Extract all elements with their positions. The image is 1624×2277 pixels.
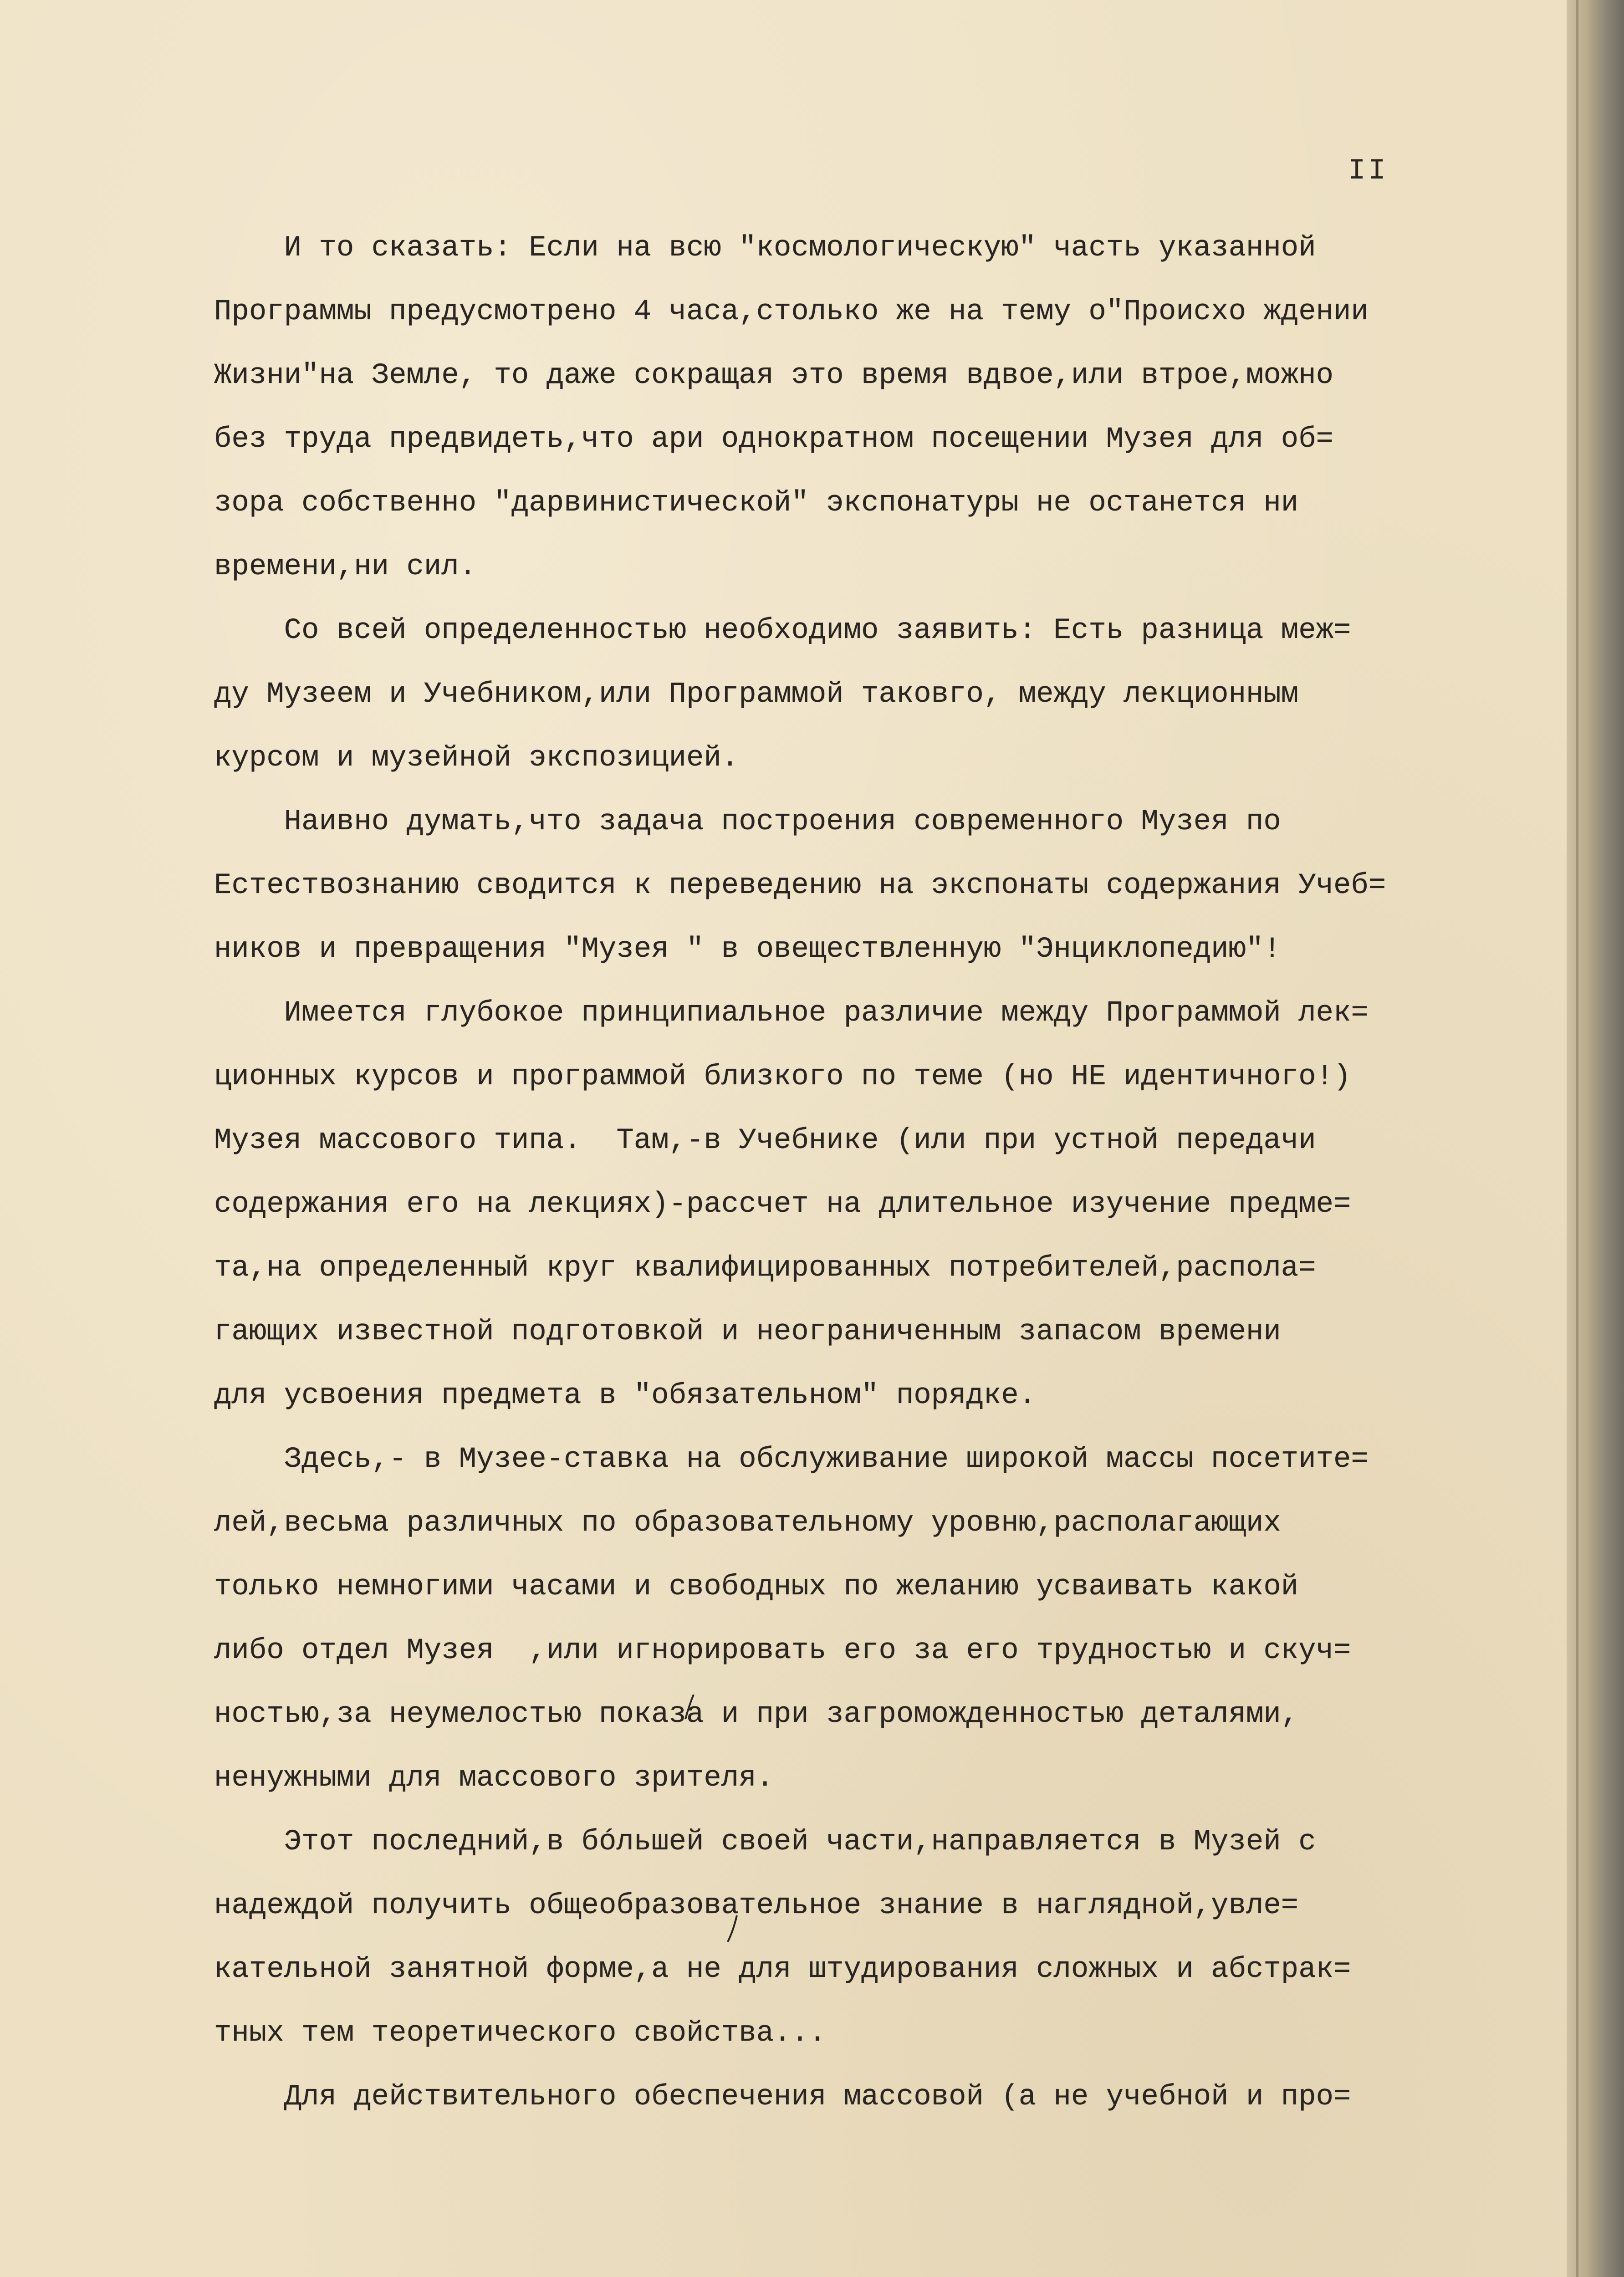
text-line: тных тем теоретического свойства... <box>214 2017 827 2050</box>
paper-edge <box>1567 0 1624 2277</box>
text-line: ненужными для массового зрителя. <box>214 1762 774 1795</box>
text-line: Музея массового типа. Там,-в Учебнике (или при устной передачи <box>214 1124 1316 1157</box>
text-line: Наивно думать,что задача построения современного Музея по <box>214 806 1281 838</box>
text-line: курсом и музейной экспозицией. <box>214 742 739 775</box>
pen-mark-comma <box>724 1913 742 1945</box>
text-line: Жизни"на Земле, то даже сокращая это время вдвое,или втрое,можно <box>214 359 1333 392</box>
text-line: та,на определенный круг квалифицированных потребителей,распола= <box>214 1252 1316 1285</box>
text-line: времени,ни сил. <box>214 551 477 583</box>
text-line: ностью,за неумелостью показа и при загроможденностью деталями, <box>214 1698 1299 1731</box>
text-line: только немногими часами и свободных по желанию усваивать какой <box>214 1571 1299 1603</box>
text-line: надеждой получить общеобразовательное знание в наглядной,увле= <box>214 1889 1299 1922</box>
text-line: ников и превращения "Музея " в овеществленную "Энциклопедию"! <box>214 933 1281 966</box>
text-line: без труда предвидеть,что ари однократном посещении Музея для об= <box>214 423 1333 456</box>
text-line: Здесь,- в Музее-ставка на обслуживание широкой массы посетите= <box>214 1443 1369 1476</box>
text-line: ционных курсов и программой близкого по теме (но НЕ идентичного!) <box>214 1061 1351 1093</box>
text-line: содержания его на лекциях)-рассчет на длительное изучение предме= <box>214 1188 1351 1221</box>
text-line: Имеется глубокое принципиальное различие между Программой лек= <box>214 997 1369 1030</box>
body-text <box>214 216 1562 2129</box>
text-line: для усвоения предмета в "обязательном" порядке. <box>214 1379 1037 1412</box>
pen-mark-accent <box>681 1692 699 1724</box>
text-line: Со всей определенностью необходимо заявить: Есть разница меж= <box>214 614 1351 647</box>
text-line: лей,весьма различных по образовательному уровню,располагающих <box>214 1507 1281 1540</box>
text-line: Для действительного обеспечения массовой (а не учебной и про= <box>214 2081 1351 2114</box>
text-line: Этот последний,в бóльшей своей части,направляется в Музей с <box>214 1826 1316 1858</box>
text-line: Естествознанию сводится к переведению на экспонаты содержания Учеб= <box>214 869 1386 902</box>
page-number: II <box>1348 155 1389 188</box>
text-line: И то сказать: Если на всю "космологическую" часть указанной <box>214 232 1316 265</box>
text-line: кательной занятной форме,а не для штудирования сложных и абстрак= <box>214 1953 1351 1986</box>
text-line: зора собственно "дарвинистической" экспонатуры не останется ни <box>214 487 1299 520</box>
text-line: ду Музеем и Учебником,или Программой таковго, между лекционным <box>214 678 1299 711</box>
text-line: либо отдел Музея ,или игнорировать его за его трудностью и скуч= <box>214 1634 1351 1667</box>
text-line: Программы предусмотрено 4 часа,столько же на тему о"Происхо ждении <box>214 296 1369 328</box>
text-line: гающих известной подготовкой и неограниченным запасом времени <box>214 1316 1281 1348</box>
